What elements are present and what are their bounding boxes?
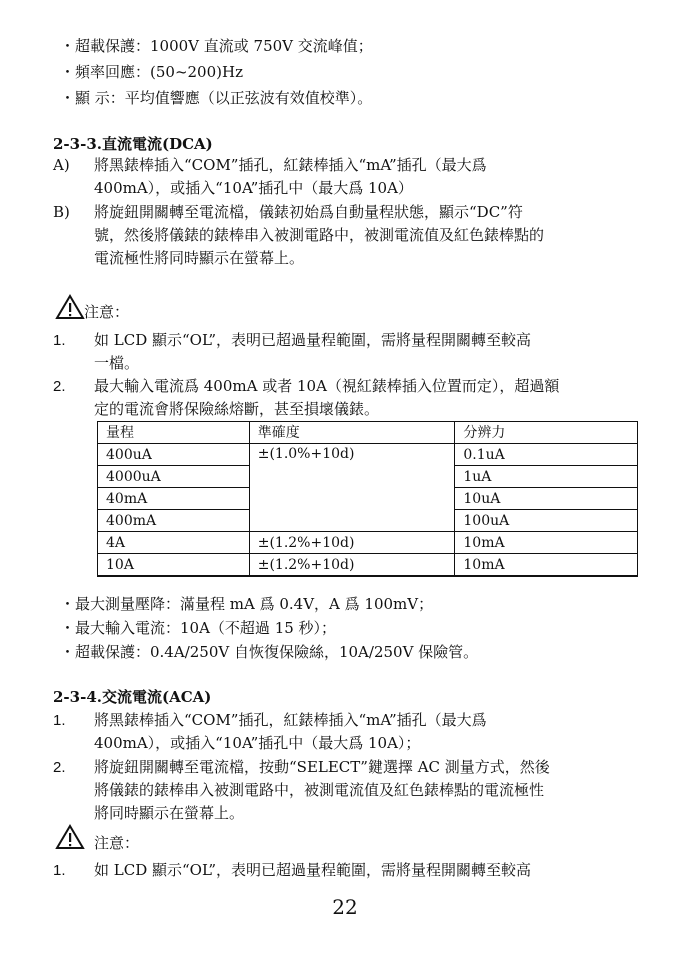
step-text: 將黑錶棒插入“COM”插孔，紅錶棒插入“mA”插孔（最大爲 [94, 711, 487, 729]
table-cell-resolution: 0.1uA [455, 444, 638, 466]
note-number: 1. [53, 862, 66, 879]
note-label: 注意： [84, 303, 130, 321]
table-header-range: 量程 [98, 422, 250, 444]
note-label: 注意： [94, 834, 140, 852]
table-row [98, 532, 638, 554]
table-cell-resolution: 1uA [455, 466, 638, 488]
table-cell-range: 4000uA [98, 466, 250, 488]
note-text: 定的電流會將保險絲熔斷，甚至損壞儀錶。 [94, 400, 380, 418]
table-cell-accuracy: ±(1.2%+10d) [249, 554, 455, 577]
note-text: 最大輸入電流爲 400mA 或者 10A（視紅錶棒插入位置而定），超過額 [94, 377, 560, 395]
table-cell-range: 40mA [98, 488, 250, 510]
warning-icon [55, 824, 85, 850]
spec-bullet-max-current: ・最大輸入電流：10A（不超過 15 秒）； [60, 619, 337, 637]
step-text: 電流極性將同時顯示在螢幕上。 [94, 249, 305, 267]
step-text: 將旋鈕開關轉至電流檔，按動“SELECT”鍵選擇 AC 測量方式，然後 [94, 758, 550, 776]
table-cell-range: 4A [98, 532, 250, 554]
step-text: 將旋鈕開關轉至電流檔，儀錶初始爲自動量程狀態，顯示“DC”符 [94, 203, 523, 221]
table-header-resolution: 分辨力 [455, 422, 638, 444]
note-text: 一檔。 [94, 354, 140, 372]
step-text: 號，然後將儀錶的錶棒串入被測電路中，被測電流值及紅色錶棒點的 [94, 226, 545, 244]
page-number: 22 [332, 895, 358, 919]
spec-bullet-overload-protection: ・超載保護：0.4A/250V 自恢復保險絲，10A/250V 保險管。 [60, 643, 479, 661]
table-cell-resolution: 10uA [455, 488, 638, 510]
table-cell-resolution: 100uA [455, 510, 638, 532]
table-cell-range: 400mA [98, 510, 250, 532]
note-text: 如 LCD 顯示“OL”，表明已超過量程範圍，需將量程開關轉至較高 [94, 861, 532, 879]
spec-bullet-frequency: ・頻率回應：(50~200)Hz [60, 63, 243, 81]
note-text: 如 LCD 顯示“OL”，表明已超過量程範圍，需將量程開關轉至較高 [94, 331, 532, 349]
note-number: 1. [53, 332, 66, 349]
step-text: 將黑錶棒插入“COM”插孔，紅錶棒插入“mA”插孔（最大爲 [94, 156, 487, 174]
note-number: 2. [53, 378, 66, 395]
spec-bullet-display: ・顯 示：平均值響應（以正弦波有效值校準）。 [60, 89, 373, 107]
spec-bullet-overload: ・超載保護：1000V 直流或 750V 交流峰值； [60, 37, 373, 55]
step-number: 2. [53, 759, 66, 776]
table-cell-range: 400uA [98, 444, 250, 466]
table-cell-range: 10A [98, 554, 250, 577]
table-cell-accuracy: ±(1.0%+10d) [249, 444, 455, 532]
spec-bullet-voltage-drop: ・最大測量壓降：滿量程 mA 爲 0.4V，A 爲 100mV； [60, 595, 434, 613]
table-header-row [98, 422, 638, 444]
table-row [98, 554, 638, 577]
warning-icon [55, 294, 85, 320]
step-label: A) [53, 156, 70, 174]
section-heading-aca: 2-3-4.交流電流(ACA) [53, 688, 212, 706]
table-cell-resolution: 10mA [455, 532, 638, 554]
step-text: 將儀錶的錶棒串入被測電路中，被測電流值及紅色錶棒點的電流極性 [94, 781, 545, 799]
table-header-accuracy: 準確度 [249, 422, 455, 444]
step-text: 400mA），或插入“10A”插孔中（最大爲 10A） [94, 179, 413, 197]
table-cell-accuracy: ±(1.2%+10d) [249, 532, 455, 554]
dca-spec-table [97, 421, 638, 577]
step-text: 400mA），或插入“10A”插孔中（最大爲 10A）； [94, 734, 421, 752]
step-text: 將同時顯示在螢幕上。 [94, 804, 245, 822]
step-label: B) [53, 203, 70, 221]
table-row [98, 444, 638, 466]
table-cell-resolution: 10mA [455, 554, 638, 577]
section-heading-dca: 2-3-3.直流電流(DCA) [53, 135, 213, 153]
step-number: 1. [53, 712, 66, 729]
